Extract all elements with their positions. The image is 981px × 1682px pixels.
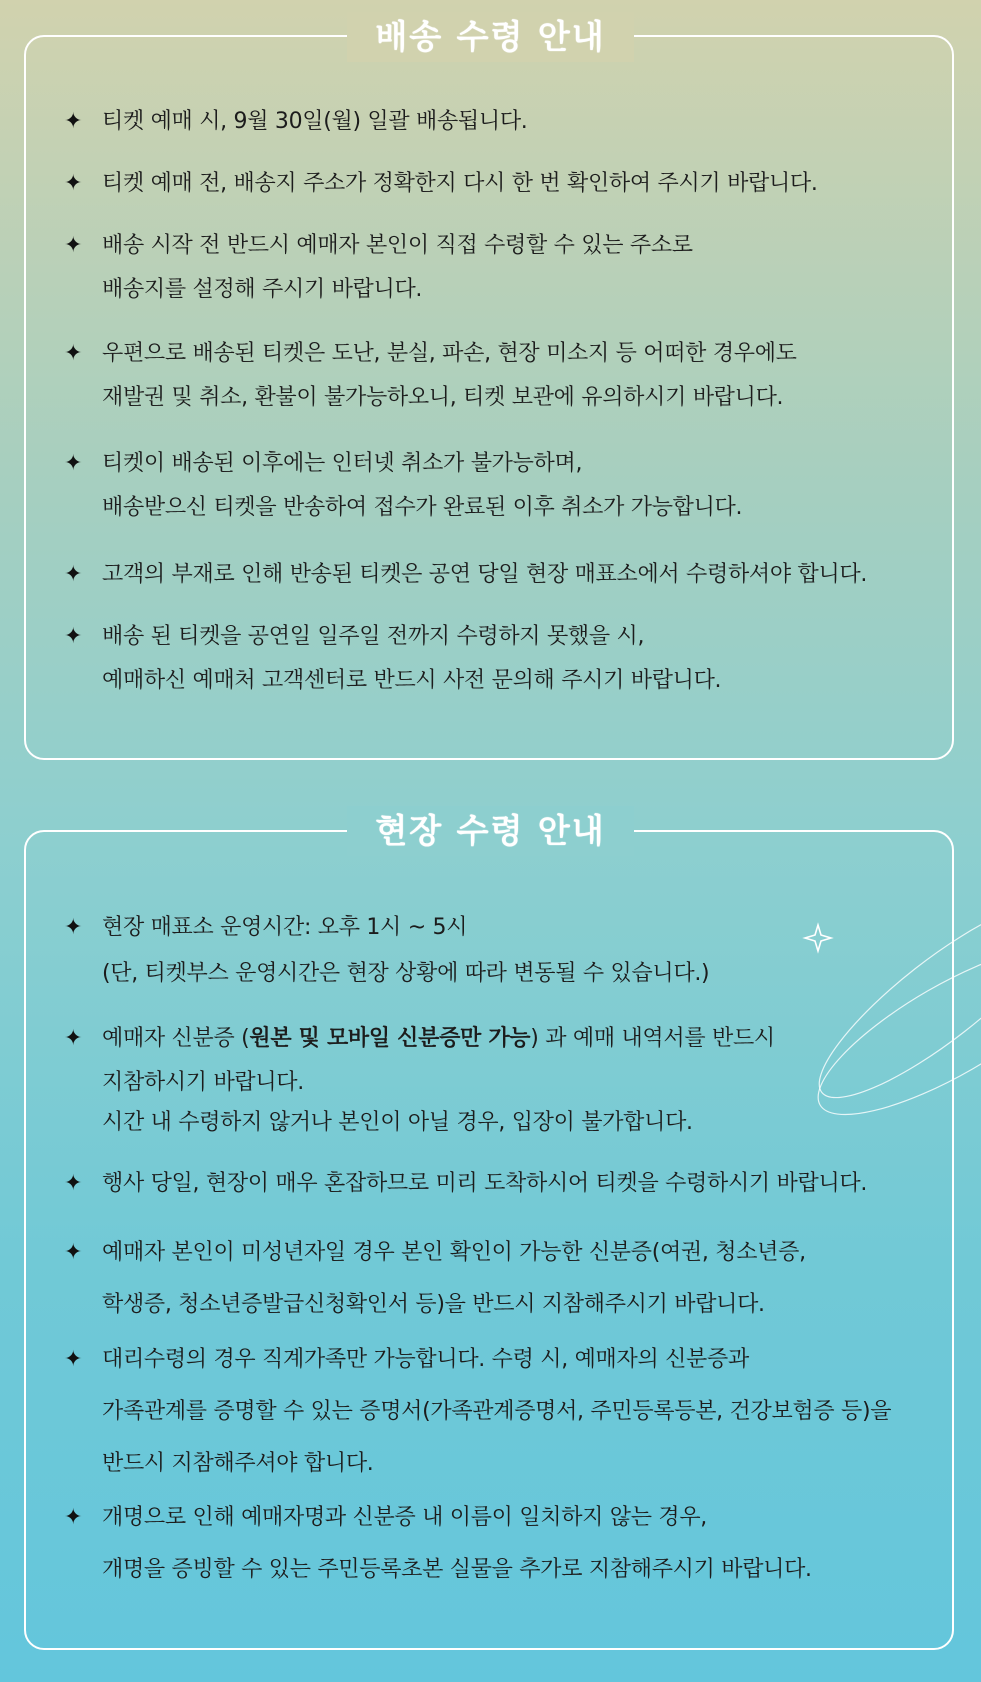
notice-text: 배송받으신 티켓을 반송하여 접수가 완료된 이후 취소가 가능합니다. xyxy=(102,495,743,520)
four-point-star-icon: ✦ xyxy=(64,624,83,649)
notice-text: 지참하시기 바랍니다. xyxy=(102,1070,304,1095)
delivery-section-title: 배송 수령 안내 xyxy=(347,12,633,62)
notice-text: 배송 된 티켓을 공연일 일주일 전까지 수령하지 못했을 시, xyxy=(102,624,645,649)
notice-text: 반드시 지참해주셔야 합니다. xyxy=(102,1451,374,1476)
emphasis-text: 원본 및 모바일 신분증만 가능 xyxy=(249,1026,531,1051)
sparkle-icon xyxy=(805,925,831,951)
notice-text: 예매하신 예매처 고객센터로 반드시 사전 문의해 주시기 바랍니다. xyxy=(102,668,722,693)
notice-text: 개명으로 인해 예매자명과 신분증 내 이름이 일치하지 않는 경우, xyxy=(102,1505,707,1530)
notice-text: 대리수령의 경우 직계가족만 가능합니다. 수령 시, 예매자의 신분증과 xyxy=(102,1347,749,1372)
notice-text: 예매자 본인이 미성년자일 경우 본인 확인이 가능한 신분증(여권, 청소년증, xyxy=(102,1240,806,1265)
four-point-star-icon: ✦ xyxy=(64,451,83,476)
notice-text: 가족관계를 증명할 수 있는 증명서(가족관계증명서, 주민등록등본, 건강보험증 등)을 xyxy=(102,1399,892,1424)
notice-text: 티켓이 배송된 이후에는 인터넷 취소가 불가능하며, xyxy=(102,451,583,476)
notice-text: 배송 시작 전 반드시 예매자 본인이 직접 수령할 수 있는 주소로 xyxy=(102,233,693,258)
four-point-star-icon: ✦ xyxy=(64,915,83,940)
four-point-star-icon: ✦ xyxy=(64,1026,83,1051)
notice-text: 배송지를 설정해 주시기 바랍니다. xyxy=(102,277,423,302)
four-point-star-icon: ✦ xyxy=(64,1240,83,1265)
notice-text: 예매자 신분증 (원본 및 모바일 신분증만 가능) 과 예매 내역서를 반드시 xyxy=(102,1026,775,1051)
four-point-star-icon: ✦ xyxy=(64,1171,83,1196)
four-point-star-icon: ✦ xyxy=(64,562,83,587)
orbit-ellipse xyxy=(800,880,981,1124)
decorative-orbit-graphic xyxy=(800,880,981,1140)
four-point-star-icon: ✦ xyxy=(64,1505,83,1530)
four-point-star-icon: ✦ xyxy=(64,109,83,134)
four-point-star-icon: ✦ xyxy=(64,341,83,366)
four-point-star-icon: ✦ xyxy=(64,1347,83,1372)
notice-text: 고객의 부재로 인해 반송된 티켓은 공연 당일 현장 매표소에서 수령하셔야 합니다. xyxy=(102,562,868,587)
notice-text: 현장 매표소 운영시간: 오후 1시 ~ 5시 xyxy=(102,915,468,940)
delivery-section-header xyxy=(0,12,981,62)
four-point-star-icon: ✦ xyxy=(64,171,83,196)
notice-text: 학생증, 청소년증발급신청확인서 등)을 반드시 지참해주시기 바랍니다. xyxy=(102,1292,765,1317)
notice-text: 티켓 예매 시, 9월 30일(월) 일괄 배송됩니다. xyxy=(102,109,528,134)
notice-text: 시간 내 수령하지 않거나 본인이 아닐 경우, 입장이 불가합니다. xyxy=(102,1110,693,1135)
onsite-section-header xyxy=(0,806,981,856)
notice-text: 재발권 및 취소, 환불이 불가능하오니, 티켓 보관에 유의하시기 바랍니다. xyxy=(102,385,784,410)
notice-text: 행사 당일, 현장이 매우 혼잡하므로 미리 도착하시어 티켓을 수령하시기 바랍니다. xyxy=(102,1171,868,1196)
notice-text: (단, 티켓부스 운영시간은 현장 상황에 따라 변동될 수 있습니다.) xyxy=(102,961,710,986)
orbit-ellipse xyxy=(800,916,981,1140)
notice-text: 우편으로 배송된 티켓은 도난, 분실, 파손, 현장 미소지 등 어떠한 경우에도 xyxy=(102,341,797,366)
four-point-star-icon: ✦ xyxy=(64,233,83,258)
notice-text: 개명을 증빙할 수 있는 주민등록초본 실물을 추가로 지참해주시기 바랍니다. xyxy=(102,1557,812,1582)
onsite-section-title: 현장 수령 안내 xyxy=(347,806,633,856)
notice-text: 티켓 예매 전, 배송지 주소가 정확한지 다시 한 번 확인하여 주시기 바랍니다. xyxy=(102,171,818,196)
